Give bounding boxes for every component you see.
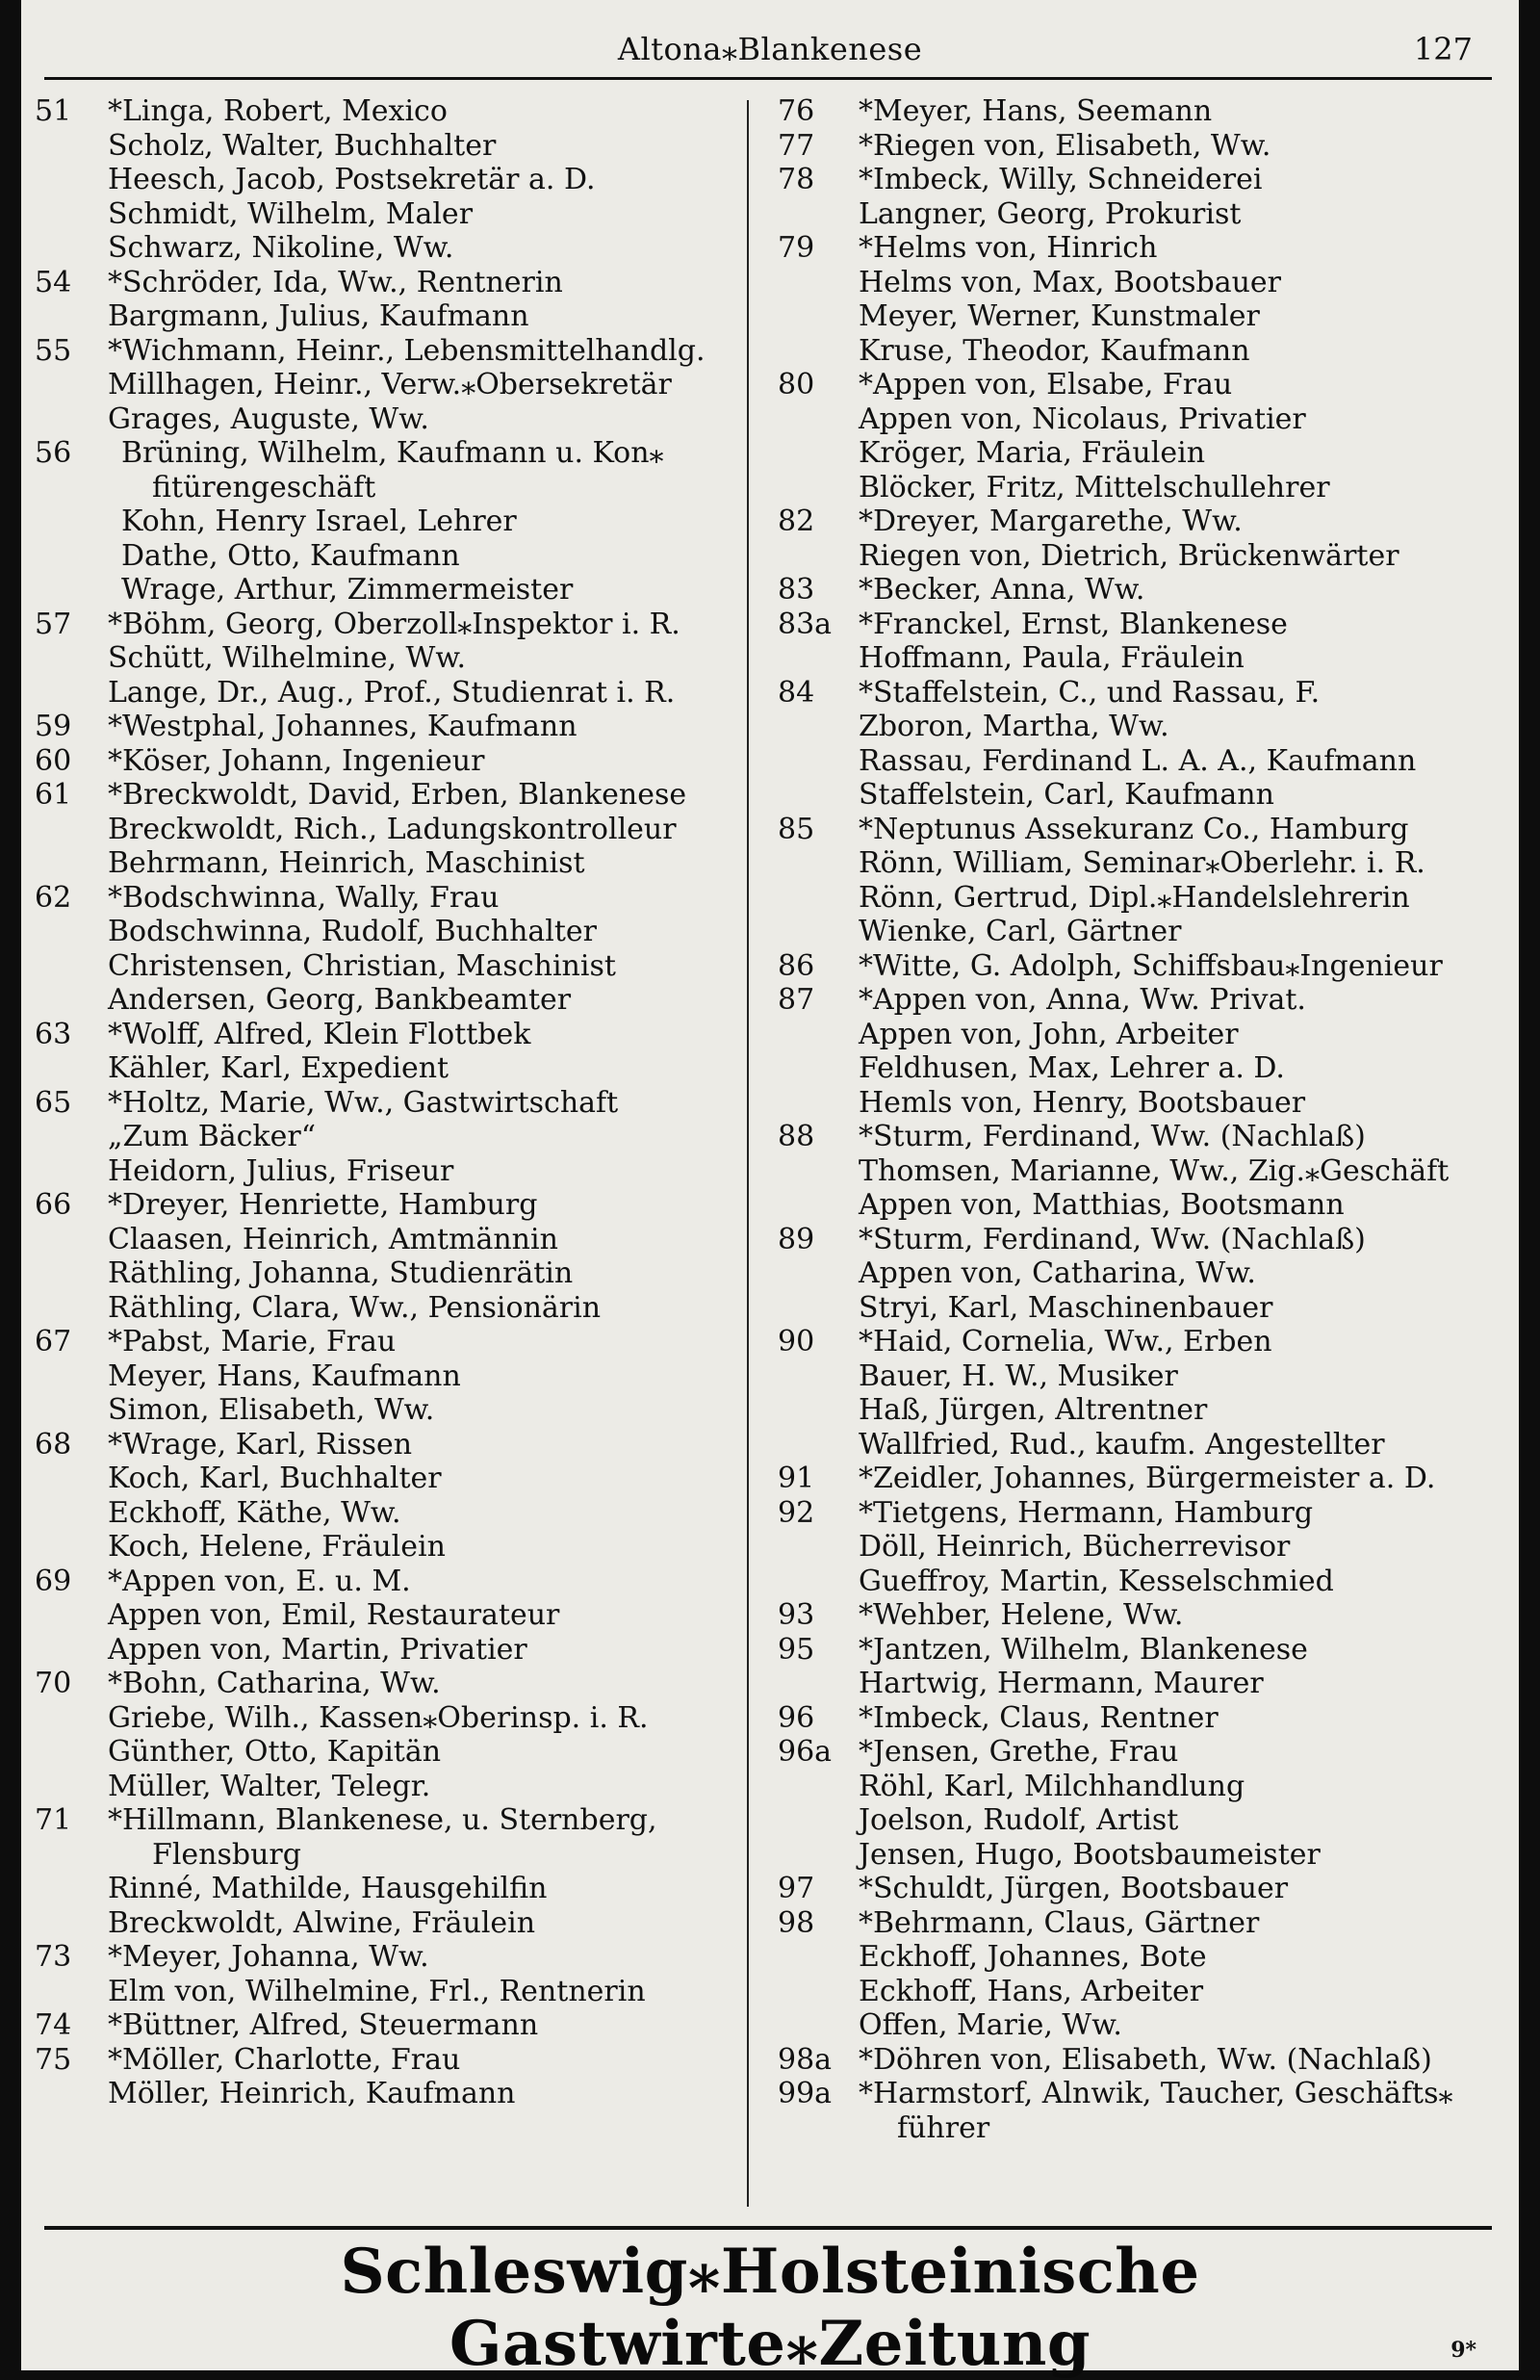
directory-entry	[35, 710, 728, 744]
resident-line: Grages, Auguste, Ww.	[108, 401, 429, 436]
resident-line: Appen von, Matthias, Bootsmann	[859, 1188, 1345, 1222]
resident-line: Breckwoldt, Rich., Ladungskontrolleur	[108, 812, 677, 846]
resident-line: *Dreyer, Henriette, Hamburg	[108, 1188, 538, 1222]
directory-entry	[35, 608, 728, 711]
resident-line: *Breckwoldt, David, Erben, Blankenese	[108, 778, 687, 812]
resident-line: Koch, Karl, Buchhalter	[108, 1462, 442, 1495]
resident-line: Brüning, Wilhelm, Kaufmann u. Kon⁎	[121, 436, 664, 470]
directory-entry	[778, 1325, 1509, 1462]
house-number: 61	[35, 778, 72, 812]
resident-line: Riegen von, Dietrich, Brückenwärter	[859, 538, 1399, 573]
resident-line: Röhl, Karl, Milchhandlung	[859, 1769, 1245, 1803]
resident-line: führer	[897, 2110, 990, 2145]
resident-line: Räthling, Johanna, Studienrätin	[108, 1256, 574, 1290]
footer-rule	[44, 2226, 1492, 2230]
house-number: 71	[35, 1803, 72, 1837]
resident-line: Breckwoldt, Alwine, Fräulein	[108, 1905, 536, 1940]
resident-line: *Franckel, Ernst, Blankenese	[859, 607, 1288, 641]
page-header	[40, 27, 1500, 73]
resident-line: Kähler, Karl, Expedient	[108, 1051, 449, 1085]
house-number: 68	[35, 1427, 72, 1462]
directory-entry	[778, 608, 1509, 676]
resident-line: *Imbeck, Willy, Schneiderei	[859, 163, 1263, 196]
resident-line: Joelson, Rudolf, Artist	[859, 1803, 1179, 1837]
directory-entry	[778, 1120, 1509, 1223]
resident-line: Rassau, Ferdinand L. A. A., Kaufmann	[859, 743, 1417, 778]
house-number: 60	[35, 743, 72, 778]
resident-line: *Wehber, Helene, Ww.	[859, 1598, 1184, 1632]
house-number: 83	[778, 573, 815, 607]
directory-entry	[35, 1667, 728, 1803]
resident-line: Hemls von, Henry, Bootsbauer	[859, 1085, 1306, 1120]
house-number: 88	[778, 1120, 815, 1153]
directory-entry	[35, 1086, 728, 1189]
resident-line: Eckhoff, Hans, Arbeiter	[859, 1974, 1204, 2008]
house-number: 85	[778, 812, 815, 846]
directory-entry	[778, 1735, 1509, 1872]
resident-line: Döll, Heinrich, Bücherrevisor	[859, 1530, 1291, 1564]
house-number: 59	[35, 710, 72, 743]
resident-line: Hoffmann, Paula, Fräulein	[859, 641, 1245, 675]
resident-line: *Köser, Johann, Ingenieur	[108, 743, 485, 778]
resident-line: *Büttner, Alfred, Steuermann	[108, 2008, 539, 2042]
house-number: 73	[35, 1940, 72, 1974]
resident-line: Haß, Jürgen, Altrentner	[859, 1393, 1208, 1427]
resident-line: *Westphal, Johannes, Kaufmann	[108, 710, 578, 743]
directory-entry	[35, 2008, 728, 2043]
resident-line: Claasen, Heinrich, Amtmännin	[108, 1222, 558, 1256]
house-number: 67	[35, 1325, 72, 1358]
running-title: Altona⁎Blankenese	[617, 31, 923, 67]
column-divider	[747, 100, 749, 2207]
resident-line: Flensburg	[152, 1837, 301, 1872]
resident-line: *Meyer, Hans, Seemann	[859, 94, 1213, 128]
house-number: 54	[35, 265, 72, 299]
resident-line: *Becker, Anna, Ww.	[859, 573, 1145, 607]
house-number: 82	[778, 504, 815, 538]
resident-line: Andersen, Georg, Bankbeamter	[108, 983, 572, 1017]
resident-line: *Zeidler, Johannes, Bürgermeister a. D.	[859, 1462, 1436, 1495]
resident-line: Bauer, H. W., Musiker	[859, 1358, 1178, 1393]
house-number: 96	[778, 1700, 815, 1735]
resident-line: Lange, Dr., Aug., Prof., Studienrat i. R.	[108, 675, 676, 710]
house-number: 98a	[778, 2042, 833, 2077]
resident-line: *Wolff, Alfred, Klein Flottbek	[108, 1017, 531, 1051]
directory-entry	[35, 1940, 728, 2008]
resident-line: *Harmstorf, Alnwik, Taucher, Geschäfts⁎	[859, 2077, 1453, 2110]
directory-entry	[778, 129, 1509, 164]
resident-line: *Wichmann, Heinr., Lebensmittelhandlg.	[108, 333, 706, 368]
house-number: 65	[35, 1085, 72, 1120]
resident-line: *Pabst, Marie, Frau	[108, 1325, 397, 1358]
house-number: 89	[778, 1222, 815, 1256]
resident-line: Gueffroy, Martin, Kesselschmied	[859, 1564, 1334, 1598]
resident-line: *Helms von, Hinrich	[859, 231, 1158, 265]
directory-entry	[778, 1906, 1509, 2043]
printer-signature: 9*	[1450, 2338, 1476, 2363]
resident-line: Appen von, Nicolaus, Privatier	[859, 401, 1306, 436]
house-number: 78	[778, 163, 815, 196]
directory-entry	[35, 881, 728, 1018]
directory-entry	[35, 1018, 728, 1086]
resident-line: *Sturm, Ferdinand, Ww. (Nachlaß)	[859, 1120, 1366, 1153]
resident-line: Christensen, Christian, Maschinist	[108, 948, 616, 983]
house-number: 84	[778, 675, 815, 710]
directory-entry	[778, 676, 1509, 813]
resident-line: Kröger, Maria, Fräulein	[859, 436, 1206, 470]
resident-line: „Zum Bäcker“	[108, 1120, 317, 1153]
house-number: 63	[35, 1017, 72, 1051]
resident-line: *Hillmann, Blankenese, u. Sternberg,	[108, 1803, 657, 1837]
resident-line: Wallfried, Rud., kaufm. Angestellter	[859, 1427, 1385, 1462]
resident-line: Rönn, Gertrud, Dipl.⁎Handelslehrerin	[859, 880, 1410, 915]
advert-banner: Schleswig⁎Holsteinische Gastwirte⁎Zeitung	[340, 2236, 1200, 2380]
resident-line: *Holtz, Marie, Ww., Gastwirtschaft	[108, 1085, 619, 1120]
resident-line: Appen von, Catharina, Ww.	[859, 1256, 1256, 1290]
resident-line: Offen, Marie, Ww.	[859, 2008, 1122, 2042]
house-number: 87	[778, 983, 815, 1017]
house-number: 99a	[778, 2077, 833, 2110]
resident-line: Rönn, William, Seminar⁎Oberlehr. i. R.	[859, 846, 1425, 880]
resident-line: Günther, Otto, Kapitän	[108, 1735, 442, 1769]
directory-page	[21, 0, 1519, 2380]
header-rule	[44, 77, 1492, 80]
resident-line: *Bohn, Catharina, Ww.	[108, 1667, 441, 1700]
directory-entry	[778, 983, 1509, 1120]
directory-entry	[778, 2043, 1509, 2078]
resident-line: Koch, Helene, Fräulein	[108, 1530, 446, 1564]
resident-line: Schütt, Wilhelmine, Ww.	[108, 641, 467, 675]
house-number: 70	[35, 1667, 72, 1700]
directory-entry	[778, 1223, 1509, 1326]
resident-line: Wienke, Carl, Gärtner	[859, 915, 1182, 948]
resident-line: *Staffelstein, C., und Rassau, F.	[859, 675, 1321, 710]
resident-line: Heidorn, Julius, Friseur	[108, 1153, 454, 1188]
directory-entry	[778, 949, 1509, 984]
right-column	[778, 94, 1509, 2145]
resident-line: *Neptunus Assekuranz Co., Hamburg	[859, 812, 1409, 846]
house-number: 96a	[778, 1735, 833, 1769]
resident-line: *Möller, Charlotte, Frau	[108, 2042, 461, 2077]
page-number: 127	[1413, 31, 1473, 67]
resident-line: Eckhoff, Käthe, Ww.	[108, 1495, 401, 1530]
resident-line: *Schröder, Ida, Ww., Rentnerin	[108, 265, 563, 299]
resident-line: Wrage, Arthur, Zimmermeister	[121, 573, 574, 607]
resident-line: Bodschwinna, Rudolf, Buchhalter	[108, 915, 598, 948]
resident-line: *Dreyer, Margarethe, Ww.	[859, 504, 1243, 538]
house-number: 51	[35, 94, 72, 128]
house-number: 91	[778, 1462, 815, 1495]
directory-entry	[35, 1325, 728, 1428]
resident-line: Räthling, Clara, Ww., Pensionärin	[108, 1290, 602, 1325]
directory-entry	[35, 1803, 728, 1940]
resident-line: Dathe, Otto, Kaufmann	[121, 538, 460, 573]
resident-line: Griebe, Wilh., Kassen⁎Oberinsp. i. R.	[108, 1700, 649, 1735]
house-number: 76	[778, 94, 815, 128]
directory-entry	[778, 231, 1509, 368]
house-number: 92	[778, 1495, 815, 1530]
directory-entry	[778, 1496, 1509, 1599]
resident-line: Appen von, John, Arbeiter	[859, 1017, 1239, 1051]
directory-entry	[778, 2077, 1509, 2145]
directory-entry	[778, 573, 1509, 608]
house-number: 83a	[778, 607, 833, 641]
resident-line: *Appen von, E. u. M.	[108, 1564, 411, 1598]
resident-line: *Döhren von, Elisabeth, Ww. (Nachlaß)	[859, 2042, 1432, 2077]
resident-line: Bargmann, Julius, Kaufmann	[108, 299, 529, 333]
resident-line: *Jantzen, Wilhelm, Blankenese	[859, 1632, 1308, 1667]
house-number: 93	[778, 1598, 815, 1632]
resident-line: *Imbeck, Claus, Rentner	[859, 1700, 1219, 1735]
resident-line: Meyer, Hans, Kaufmann	[108, 1358, 461, 1393]
resident-line: *Sturm, Ferdinand, Ww. (Nachlaß)	[859, 1222, 1366, 1256]
house-number: 62	[35, 880, 72, 915]
directory-entry	[35, 1428, 728, 1565]
directory-entry	[35, 436, 728, 608]
resident-line: *Appen von, Elsabe, Frau	[859, 368, 1233, 401]
directory-entry	[778, 94, 1509, 129]
resident-line: Simon, Elisabeth, Ww.	[108, 1393, 435, 1427]
resident-line: *Jensen, Grethe, Frau	[859, 1735, 1179, 1769]
house-number: 95	[778, 1632, 815, 1667]
directory-entry	[778, 163, 1509, 231]
resident-line: *Bodschwinna, Wally, Frau	[108, 880, 500, 915]
resident-line: Scholz, Walter, Buchhalter	[108, 128, 497, 163]
resident-line: Langner, Georg, Prokurist	[859, 196, 1242, 231]
resident-line: Blöcker, Fritz, Mittelschullehrer	[859, 470, 1330, 504]
house-number: 57	[35, 607, 72, 641]
resident-line: Schwarz, Nikoline, Ww.	[108, 231, 454, 265]
resident-line: Staffelstein, Carl, Kaufmann	[859, 778, 1274, 812]
resident-line: Millhagen, Heinr., Verw.⁎Obersekretär	[108, 368, 672, 401]
resident-line: Eckhoff, Johannes, Bote	[859, 1940, 1207, 1974]
house-number: 80	[778, 368, 815, 401]
resident-line: Möller, Heinrich, Kaufmann	[108, 2077, 516, 2110]
resident-line: *Wrage, Karl, Rissen	[108, 1427, 413, 1462]
house-number: 77	[778, 128, 815, 163]
house-number: 97	[778, 1872, 815, 1905]
directory-entry	[778, 368, 1509, 504]
resident-line: *Böhm, Georg, Oberzoll⁎Inspektor i. R.	[108, 607, 680, 641]
resident-line: Feldhusen, Max, Lehrer a. D.	[859, 1051, 1285, 1085]
resident-line: Helms von, Max, Bootsbauer	[859, 265, 1282, 299]
resident-line: Thomsen, Marianne, Ww., Zig.⁎Geschäft	[859, 1153, 1450, 1188]
resident-line: Elm von, Wilhelmine, Frl., Rentnerin	[108, 1974, 646, 2008]
resident-line: Kruse, Theodor, Kaufmann	[859, 333, 1250, 368]
directory-entry	[778, 813, 1509, 949]
resident-line: Müller, Walter, Telegr.	[108, 1769, 431, 1803]
directory-entry	[35, 1565, 728, 1668]
resident-line: Kohn, Henry Israel, Lehrer	[121, 504, 517, 538]
resident-line: *Tietgens, Hermann, Hamburg	[859, 1495, 1314, 1530]
directory-entry	[778, 1872, 1509, 1906]
directory-entry	[35, 266, 728, 334]
house-number: 98	[778, 1905, 815, 1940]
house-number: 79	[778, 231, 815, 265]
directory-entry	[35, 744, 728, 779]
resident-line: Hartwig, Hermann, Maurer	[859, 1667, 1264, 1700]
house-number: 86	[778, 948, 815, 983]
resident-line: fitürengeschäft	[152, 470, 376, 504]
resident-line: Appen von, Martin, Privatier	[108, 1632, 527, 1667]
resident-line: *Riegen von, Elisabeth, Ww.	[859, 128, 1271, 163]
resident-line: Heesch, Jacob, Postsekretär a. D.	[108, 163, 596, 196]
directory-entry	[35, 2043, 728, 2111]
house-number: 55	[35, 333, 72, 368]
house-number: 75	[35, 2042, 72, 2077]
resident-line: Zboron, Martha, Ww.	[859, 710, 1169, 743]
resident-line: *Appen von, Anna, Ww. Privat.	[859, 983, 1306, 1017]
directory-entry	[778, 504, 1509, 573]
resident-line: *Schuldt, Jürgen, Bootsbauer	[859, 1872, 1289, 1905]
house-number: 66	[35, 1188, 72, 1222]
directory-entry	[778, 1598, 1509, 1633]
house-number: 90	[778, 1325, 815, 1358]
resident-line: Rinné, Mathilde, Hausgehilfin	[108, 1872, 548, 1905]
resident-line: Stryi, Karl, Maschinenbauer	[859, 1290, 1273, 1325]
directory-entry	[778, 1701, 1509, 1736]
resident-line: Behrmann, Heinrich, Maschinist	[108, 846, 585, 880]
resident-line: Appen von, Emil, Restaurateur	[108, 1598, 560, 1632]
resident-line: *Linga, Robert, Mexico	[108, 94, 448, 128]
house-number: 56	[35, 436, 72, 470]
directory-entry	[35, 778, 728, 881]
resident-line: *Behrmann, Claus, Gärtner	[859, 1905, 1260, 1940]
resident-line: *Meyer, Johanna, Ww.	[108, 1940, 429, 1974]
house-number: 69	[35, 1564, 72, 1598]
resident-line: *Haid, Cornelia, Ww., Erben	[859, 1325, 1272, 1358]
directory-entry	[778, 1462, 1509, 1496]
house-number: 74	[35, 2008, 72, 2042]
directory-entry	[35, 334, 728, 437]
left-column	[35, 94, 728, 2111]
resident-line: *Witte, G. Adolph, Schiffsbau⁎Ingenieur	[859, 948, 1443, 983]
directory-entry	[778, 1633, 1509, 1701]
resident-line: Meyer, Werner, Kunstmaler	[859, 299, 1260, 333]
directory-entry	[35, 94, 728, 266]
directory-entry	[35, 1188, 728, 1325]
resident-line: Jensen, Hugo, Bootsbaumeister	[859, 1837, 1321, 1872]
resident-line: Schmidt, Wilhelm, Maler	[108, 196, 474, 231]
